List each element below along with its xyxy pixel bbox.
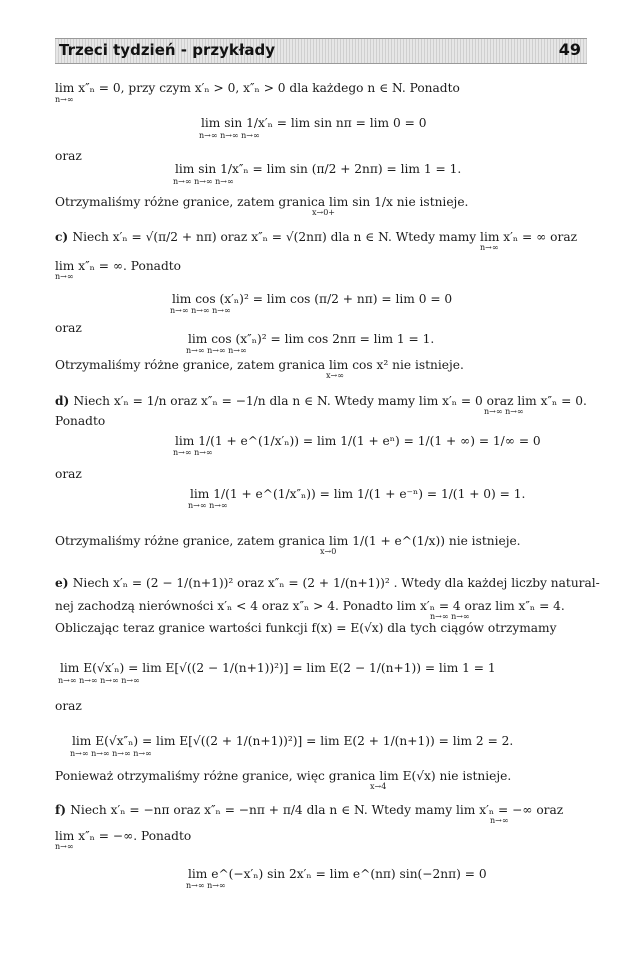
limit-subscript [186,346,247,355]
line-text: lim E(√x″ₙ) = lim E[√((2 + 1/(n+1))²)] = lim E(2 + 1/(n+1)) = lim 2 = 2. [72,734,514,748]
line-text: lim cos (x″ₙ)² = lim cos 2nπ = lim 1 = 1. [188,332,435,346]
text-line [175,433,541,449]
line-text: n→∞ n→∞ [430,612,470,621]
example-heading-line [55,229,577,245]
line-text: n→∞ n→∞ n→∞ [173,177,234,186]
limit-subscript [55,842,74,851]
text-line [201,115,426,131]
line-text: lim 1/(1 + e^(1/x′ₙ)) = lim 1/(1 + eⁿ) = 1/(1 + ∞) = 1/∞ = 0 [175,434,541,448]
line-text: n→∞ n→∞ [188,501,228,510]
page-number: 49 [558,40,581,59]
limit-subscript [326,371,344,380]
line-text: oraz [55,321,82,335]
line-text: Niech x′ₙ = 1/n oraz x″ₙ = −1/n dla n ∈ N. Wtedy mamy lim x′ₙ = 0 oraz lim x″ₙ = 0. [73,394,587,408]
limit-subscript [70,749,152,758]
line-text: n→∞ [55,842,74,851]
section-title: Trzeci tydzień - przykłady [59,41,276,59]
line-text: x→4 [370,782,387,791]
text-line [55,357,464,373]
example-heading-line [55,802,563,818]
line-text: n→∞ [55,95,74,104]
text-line [72,733,513,749]
text-line [55,598,565,614]
line-text: Otrzymaliśmy różne granice, zatem granica lim sin 1/x nie istnieje. [55,195,469,209]
line-text: n→∞ n→∞ n→∞ n→∞ [58,676,140,685]
text-line [172,291,452,307]
line-text: n→∞ [480,243,499,252]
line-text: Ponieważ otrzymaliśmy różne granice, więc granica lim E(√x) nie istnieje. [55,769,512,783]
limit-subscript [58,676,140,685]
limit-subscript [170,306,231,315]
text-line [190,486,525,502]
limit-subscript [188,501,228,510]
limit-subscript [480,243,499,252]
example-label: e) [55,576,73,590]
limit-subscript [320,547,336,556]
line-text: Otrzymaliśmy różne granice, zatem granica lim 1/(1 + e^(1/x)) nie istnieje. [55,534,521,548]
text-line [55,768,511,784]
example-heading-line [55,575,600,591]
line-text: n→∞ n→∞ [186,881,226,890]
line-text: Niech x′ₙ = (2 − 1/(n+1))² oraz x″ₙ = (2 + 1/(n+1))² . Wtedy dla każdej liczby natural- [72,576,600,590]
limit-subscript [173,177,234,186]
line-text: n→∞ n→∞ n→∞ [199,131,260,140]
line-text: lim x″ₙ = −∞. Ponadto [55,829,192,843]
line-text: Obliczając teraz granice wartości funkcji f(x) = E(√x) dla tych ciągów otrzymamy [55,621,557,635]
text-line [188,331,434,347]
line-text: n→∞ [490,816,509,825]
line-text: lim sin 1/x′ₙ = lim sin nπ = lim 0 = 0 [201,116,427,130]
text-line [55,148,82,164]
limit-subscript [199,131,260,140]
limit-subscript [312,208,335,217]
line-text: n→∞ n→∞ n→∞ [186,346,247,355]
example-label: f) [55,803,71,817]
text-line [55,828,191,844]
line-text: n→∞ n→∞ n→∞ n→∞ [70,749,152,758]
limit-subscript [370,782,386,791]
line-text: n→∞ n→∞ [484,407,524,416]
text-line [55,698,82,714]
text-line [175,161,461,177]
text-line [55,258,181,274]
line-text: x→0+ [312,208,336,217]
line-text: oraz [55,699,82,713]
line-text: lim E(√x′ₙ) = lim E[√((2 − 1/(n+1))²)] = lim E(2 − 1/(n+1)) = lim 1 = 1 [60,661,496,675]
page-header-bar [55,38,587,64]
text-line [55,533,521,549]
line-text: lim x″ₙ = ∞. Ponadto [55,259,181,273]
line-text: Niech x′ₙ = −nπ oraz x″ₙ = −nπ + π/4 dla n ∈ N. Wtedy mamy lim x′ₙ = −∞ oraz [70,803,564,817]
line-text: oraz [55,467,82,481]
limit-subscript [173,448,213,457]
limit-subscript [490,816,509,825]
text-line [55,194,468,210]
line-text: x→0 [320,547,337,556]
text-line [60,660,496,676]
line-text: Ponadto [55,414,106,428]
example-label: d) [55,394,74,408]
limit-subscript [55,95,74,104]
text-line [188,866,487,882]
limit-subscript [484,407,524,416]
line-text: Otrzymaliśmy różne granice, zatem granica lim cos x² nie istnieje. [55,358,464,372]
line-text: lim sin 1/x″ₙ = lim sin (π/2 + 2nπ) = lim 1 = 1. [175,162,462,176]
line-text: x→∞ [326,371,344,380]
line-text: lim e^(−x′ₙ) sin 2x′ₙ = lim e^(nπ) sin(−2nπ) = 0 [188,867,487,881]
limit-subscript [55,272,74,281]
line-text: lim 1/(1 + e^(1/x″ₙ)) = lim 1/(1 + e⁻ⁿ) = 1/(1 + 0) = 1. [190,487,526,501]
text-line [55,466,82,482]
line-text: n→∞ n→∞ [173,448,213,457]
line-text: lim cos (x′ₙ)² = lim cos (π/2 + nπ) = lim 0 = 0 [172,292,453,306]
text-line [55,80,460,96]
text-line [55,413,105,429]
example-label: c) [55,230,73,244]
line-text: nej zachodzą nierówności x′ₙ < 4 oraz x″ₙ > 4. Ponadto lim x′ₙ = 4 oraz lim x″ₙ = 4. [55,599,565,613]
line-text: Niech x′ₙ = √(π/2 + nπ) oraz x″ₙ = √(2nπ) dla n ∈ N. Wtedy mamy lim x′ₙ = ∞ oraz [72,230,578,244]
text-line [55,620,557,636]
line-text: oraz [55,149,82,163]
line-text: n→∞ n→∞ n→∞ [170,306,231,315]
line-text: n→∞ [55,272,74,281]
line-text: lim x″ₙ = 0, przy czym x′ₙ > 0, x″ₙ > 0 dla każdego n ∈ N. Ponadto [55,81,460,95]
limit-subscript [186,881,226,890]
text-line [55,320,82,336]
